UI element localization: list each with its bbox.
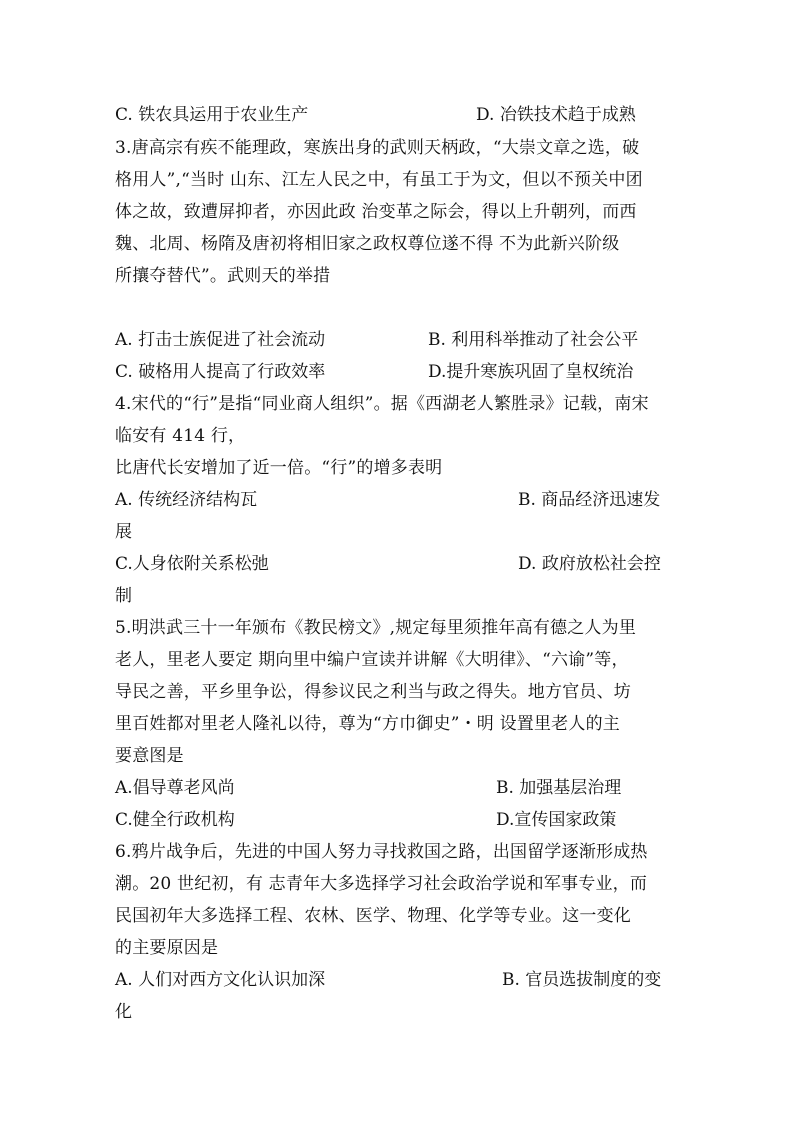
q6-stem-line-4: 的主要原因是 — [115, 938, 219, 958]
q3-option-a: A. 打击士族促进了社会流动 — [115, 330, 326, 350]
q6-option-b: B. 官员选拔制度的变 — [502, 970, 662, 990]
q5-stem-line-4: 里百姓都对里老人隆礼以待，尊为“方巾御史”・明 设置里老人的主 — [115, 714, 620, 734]
q4-option-d-wrap: 制 — [115, 586, 132, 606]
q6-option-a: A. 人们对西方文化认识加深 — [115, 970, 326, 990]
q6-stem-line-1: 6.鸦片战争后，先进的中国人努力寻找救国之路，出国留学逐渐形成热 — [115, 842, 648, 862]
q2-option-d: D. 冶铁技术趋于成熟 — [476, 105, 636, 125]
q6-stem-line-3: 民国初年大多选择工程、农林、医学、物理、化学等专业。这一变化 — [115, 906, 631, 926]
q5-option-c: C.健全行政机构 — [115, 810, 235, 830]
q4-stem-line-1: 4.宋代的“行”是指“同业商人组织”。据《西湖老人繁胜录》记载，南宋 — [115, 394, 649, 414]
q4-option-a: A. 传统经济结构瓦 — [115, 490, 258, 510]
q3-option-b: B. 利用科举推动了社会公平 — [428, 330, 639, 350]
q4-option-d: D. 政府放松社会控 — [518, 554, 661, 574]
q3-stem-line-1: 3.唐高宗有疾不能理政，寒族出身的武则天柄政，“大崇文章之选，破 — [115, 138, 640, 158]
q4-option-b: B. 商品经济迅速发 — [518, 490, 661, 510]
q6-option-b-wrap: 化 — [115, 1002, 132, 1022]
q3-stem-line-3: 体之故，致遭屏抑者，亦因此政 治变革之际会，得以上升朝列，而西 — [115, 202, 637, 222]
q5-stem-line-3: 导民之善，平乡里争讼，得参议民之利当与政之得失。地方官员、坊 — [115, 682, 631, 702]
q5-option-b: B. 加强基层治理 — [496, 778, 622, 798]
q4-stem-line-3: 比唐代长安增加了近一倍。“行”的增多表明 — [115, 458, 443, 478]
q2-option-c: C. 铁农具运用于农业生产 — [115, 105, 309, 125]
q5-option-a: A.倡导尊老风尚 — [115, 778, 235, 798]
q6-stem-line-2: 潮。20 世纪初，有 志青年大多选择学习社会政治学说和军事专业，而 — [115, 874, 648, 894]
q4-option-c: C.人身依附关系松弛 — [115, 554, 269, 574]
q3-option-c: C. 破格用人提高了行政效率 — [115, 362, 326, 382]
q3-stem-line-5: 所攘夺替代”。武则天的举措 — [115, 266, 331, 286]
q3-option-d: D.提升寒族巩固了皇权统治 — [428, 362, 634, 382]
q3-stem-line-2: 格用人”,“当时 山东、江左人民之中，有虽工于为文，但以不预关中团 — [115, 170, 643, 190]
q5-option-d: D.宣传国家政策 — [496, 810, 617, 830]
q5-stem-line-1: 5.明洪武三十一年颁布《教民榜文》,规定每里须推年高有德之人为里 — [115, 618, 637, 638]
q3-stem-line-4: 魏、北周、杨隋及唐初将相旧家之政权尊位遂不得 不为此新兴阶级 — [115, 234, 620, 254]
q5-stem-line-5: 要意图是 — [115, 746, 184, 766]
q4-stem-line-2: 临安有 414 行， — [115, 426, 246, 446]
q5-stem-line-2: 老人，里老人要定 期向里中编户宣读并讲解《大明律》、“六谕”等， — [115, 650, 629, 670]
q4-option-b-wrap: 展 — [115, 522, 132, 542]
